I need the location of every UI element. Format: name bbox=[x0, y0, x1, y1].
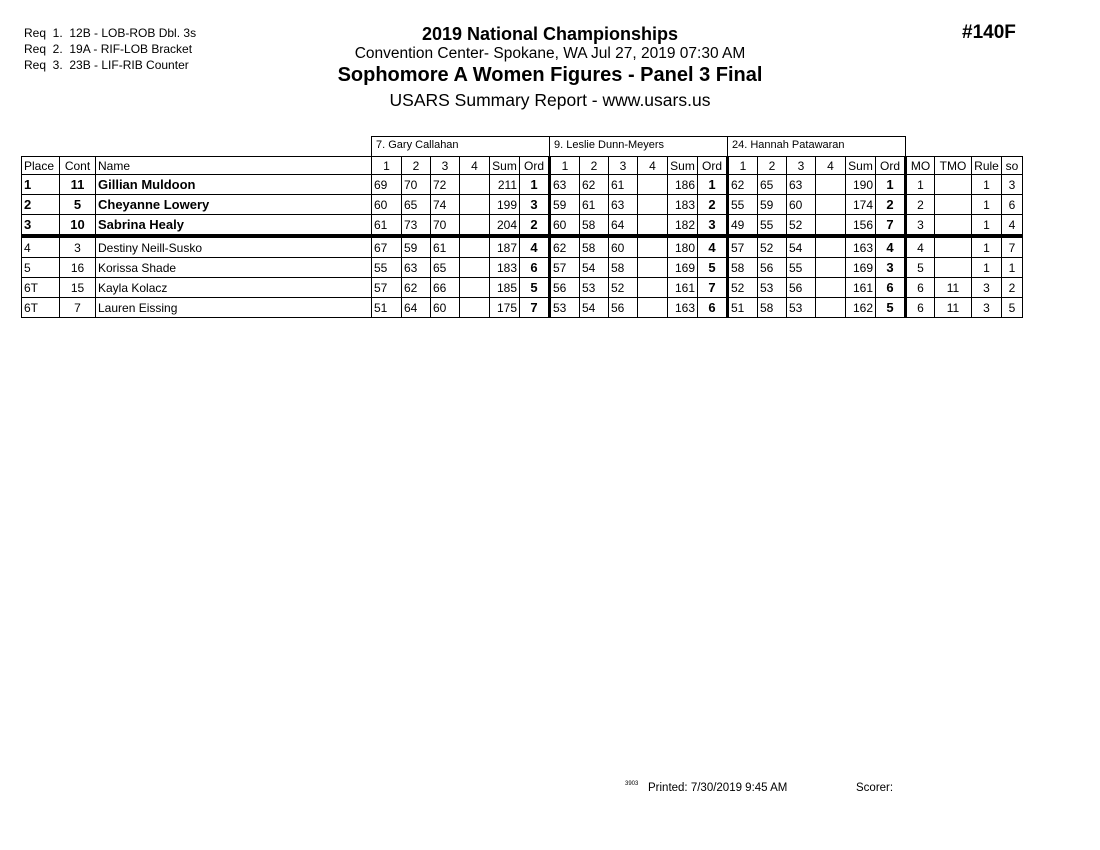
judge-1-score-2: 70 bbox=[402, 175, 431, 195]
rule-cell: 3 bbox=[972, 298, 1002, 318]
judge-1-ordinal: 7 bbox=[520, 298, 550, 318]
judges-row bbox=[22, 137, 1023, 157]
judge-2-score-3: 61 bbox=[609, 175, 638, 195]
result-row bbox=[22, 236, 1023, 258]
judge-3-score-3: 63 bbox=[787, 175, 816, 195]
judge-3-sum: 169 bbox=[846, 258, 876, 278]
judge-2-score-2: 54 bbox=[580, 298, 609, 318]
contestant-number-cell: 15 bbox=[60, 278, 96, 298]
judge-1-score-3: 74 bbox=[431, 195, 460, 215]
judge-3-score-4 bbox=[816, 236, 846, 258]
judge-1-score-2: 62 bbox=[402, 278, 431, 298]
judge-2-score-2: 61 bbox=[580, 195, 609, 215]
judge-3-sum: 174 bbox=[846, 195, 876, 215]
judge-3-score-1: 52 bbox=[728, 278, 758, 298]
requirement-1: Req 1. 12B - LOB-ROB Dbl. 3s bbox=[24, 26, 197, 40]
judge-1-sum: 211 bbox=[490, 175, 520, 195]
col-name: Name bbox=[96, 157, 372, 175]
judge-2-ordinal: 6 bbox=[698, 298, 728, 318]
skater-name-cell: Gillian Muldoon bbox=[96, 175, 372, 195]
judge-2-score-4 bbox=[638, 195, 668, 215]
judge-3-sum: 161 bbox=[846, 278, 876, 298]
judge-2-sum: 169 bbox=[668, 258, 698, 278]
judge-1-score-1: 51 bbox=[372, 298, 402, 318]
place-cell: 6T bbox=[22, 298, 60, 318]
judge-3-sum: 163 bbox=[846, 236, 876, 258]
judge-1-score-1: 69 bbox=[372, 175, 402, 195]
judge-3-score-1: 62 bbox=[728, 175, 758, 195]
col-j2-sum: Sum bbox=[668, 157, 698, 175]
judge-1-ordinal: 3 bbox=[520, 195, 550, 215]
judge-2-score-4 bbox=[638, 298, 668, 318]
judge-1-score-3: 65 bbox=[431, 258, 460, 278]
judge-3-score-4 bbox=[816, 175, 846, 195]
judge-3-score-3: 54 bbox=[787, 236, 816, 258]
event-title: Sophomore A Women Figures - Panel 3 Final bbox=[337, 64, 763, 86]
judge-3-ordinal: 7 bbox=[876, 215, 906, 237]
place-cell: 5 bbox=[22, 258, 60, 278]
judge-1-score-4 bbox=[460, 298, 490, 318]
judge-3-score-4 bbox=[816, 195, 846, 215]
rule-cell: 1 bbox=[972, 195, 1002, 215]
col-j3-ord: Ord bbox=[876, 157, 906, 175]
scorer-label: Scorer: bbox=[856, 782, 894, 794]
result-row bbox=[22, 195, 1023, 215]
col-j3-4: 4 bbox=[816, 157, 846, 175]
total-majority-ordinal-cell bbox=[935, 195, 972, 215]
judge-3-score-3: 60 bbox=[787, 195, 816, 215]
judge-1-sum: 199 bbox=[490, 195, 520, 215]
judge-1-score-2: 63 bbox=[402, 258, 431, 278]
total-majority-ordinal-cell: 11 bbox=[935, 298, 972, 318]
judge-1-sum: 187 bbox=[490, 236, 520, 258]
majority-ordinal-cell: 1 bbox=[906, 175, 935, 195]
judge-2-score-1: 57 bbox=[550, 258, 580, 278]
judge-2-score-2: 58 bbox=[580, 215, 609, 237]
col-j1-ord: Ord bbox=[520, 157, 550, 175]
start-order-cell: 6 bbox=[1002, 195, 1023, 215]
total-majority-ordinal-cell bbox=[935, 236, 972, 258]
judge-3-score-3: 56 bbox=[787, 278, 816, 298]
judge-2-score-1: 56 bbox=[550, 278, 580, 298]
contestant-number-cell: 3 bbox=[60, 236, 96, 258]
col-cont: Cont bbox=[60, 157, 96, 175]
skater-name-cell: Destiny Neill-Susko bbox=[96, 236, 372, 258]
total-majority-ordinal-cell bbox=[935, 258, 972, 278]
judge-3-score-2: 58 bbox=[758, 298, 787, 318]
judge-1-score-4 bbox=[460, 258, 490, 278]
championship-title: 2019 National Championships bbox=[421, 24, 679, 44]
col-place: Place bbox=[22, 157, 60, 175]
judge-2-ordinal: 5 bbox=[698, 258, 728, 278]
majority-ordinal-cell: 2 bbox=[906, 195, 935, 215]
col-j2-ord: Ord bbox=[698, 157, 728, 175]
contestant-number-cell: 7 bbox=[60, 298, 96, 318]
judge-3-ordinal: 5 bbox=[876, 298, 906, 318]
report-title: USARS Summary Report - www.usars.us bbox=[389, 90, 711, 110]
judge-3-score-3: 55 bbox=[787, 258, 816, 278]
judge-2-score-1: 63 bbox=[550, 175, 580, 195]
judge-1-sum: 183 bbox=[490, 258, 520, 278]
judge-2-score-2: 62 bbox=[580, 175, 609, 195]
col-mo: MO bbox=[906, 157, 935, 175]
footer-code: 3903 bbox=[625, 781, 639, 787]
judge-2-sum: 182 bbox=[668, 215, 698, 237]
judge-3-score-4 bbox=[816, 215, 846, 237]
col-j1-1: 1 bbox=[372, 157, 402, 175]
judge-2-score-1: 53 bbox=[550, 298, 580, 318]
place-cell: 3 bbox=[22, 215, 60, 237]
judge-1-score-1: 55 bbox=[372, 258, 402, 278]
col-j1-2: 2 bbox=[402, 157, 431, 175]
judge-1-sum: 185 bbox=[490, 278, 520, 298]
judge-1-ordinal: 6 bbox=[520, 258, 550, 278]
rule-cell: 1 bbox=[972, 236, 1002, 258]
col-j3-2: 2 bbox=[758, 157, 787, 175]
judge-1-score-4 bbox=[460, 278, 490, 298]
judge-1-score-3: 70 bbox=[431, 215, 460, 237]
judge-3-score-4 bbox=[816, 258, 846, 278]
rule-cell: 1 bbox=[972, 258, 1002, 278]
judge-3-score-1: 57 bbox=[728, 236, 758, 258]
col-j3-sum: Sum bbox=[846, 157, 876, 175]
col-j2-4: 4 bbox=[638, 157, 668, 175]
start-order-cell: 2 bbox=[1002, 278, 1023, 298]
majority-ordinal-cell: 5 bbox=[906, 258, 935, 278]
judge-2-ordinal: 4 bbox=[698, 236, 728, 258]
judge-2-score-3: 58 bbox=[609, 258, 638, 278]
venue-date: Convention Center- Spokane, WA Jul 27, 2019 07:30 AM bbox=[354, 45, 746, 62]
judge-2-score-2: 53 bbox=[580, 278, 609, 298]
col-j1-3: 3 bbox=[431, 157, 460, 175]
majority-ordinal-cell: 3 bbox=[906, 215, 935, 237]
judge-1-score-3: 72 bbox=[431, 175, 460, 195]
judge-3-sum: 162 bbox=[846, 298, 876, 318]
judge-3-score-2: 52 bbox=[758, 236, 787, 258]
place-cell: 2 bbox=[22, 195, 60, 215]
start-order-cell: 1 bbox=[1002, 258, 1023, 278]
judge-2-sum: 186 bbox=[668, 175, 698, 195]
judge-3-ordinal: 6 bbox=[876, 278, 906, 298]
judge-3-sum: 156 bbox=[846, 215, 876, 237]
judge-3-score-3: 52 bbox=[787, 215, 816, 237]
judge-3-score-2: 56 bbox=[758, 258, 787, 278]
judge-2-score-4 bbox=[638, 215, 668, 237]
col-tmo: TMO bbox=[935, 157, 972, 175]
judge-1-ordinal: 1 bbox=[520, 175, 550, 195]
judge-2-score-4 bbox=[638, 236, 668, 258]
skater-name-cell: Kayla Kolacz bbox=[96, 278, 372, 298]
judge-2-score-3: 56 bbox=[609, 298, 638, 318]
contestant-number-cell: 10 bbox=[60, 215, 96, 237]
judge-1-sum: 204 bbox=[490, 215, 520, 237]
judge-2-ordinal: 1 bbox=[698, 175, 728, 195]
judge-2-score-1: 59 bbox=[550, 195, 580, 215]
judge-2-sum: 163 bbox=[668, 298, 698, 318]
judge-2-score-2: 58 bbox=[580, 236, 609, 258]
contestant-number-cell: 11 bbox=[60, 175, 96, 195]
judge-3-ordinal: 1 bbox=[876, 175, 906, 195]
judge-3-score-2: 53 bbox=[758, 278, 787, 298]
col-j2-3: 3 bbox=[609, 157, 638, 175]
skater-name-cell: Sabrina Healy bbox=[96, 215, 372, 237]
judge-3-score-4 bbox=[816, 298, 846, 318]
contestant-number-cell: 5 bbox=[60, 195, 96, 215]
judge-2-score-3: 60 bbox=[609, 236, 638, 258]
col-j3-1: 1 bbox=[728, 157, 758, 175]
col-j3-3: 3 bbox=[787, 157, 816, 175]
judge-3-score-2: 65 bbox=[758, 175, 787, 195]
judge-2-score-1: 62 bbox=[550, 236, 580, 258]
judge-2-sum: 161 bbox=[668, 278, 698, 298]
result-row bbox=[22, 175, 1023, 195]
judge-1-ordinal: 5 bbox=[520, 278, 550, 298]
judge-3-name: 24. Hannah Patawaran bbox=[728, 137, 906, 157]
judge-1-score-1: 61 bbox=[372, 215, 402, 237]
skater-name-cell: Korissa Shade bbox=[96, 258, 372, 278]
judge-2-name: 9. Leslie Dunn-Meyers bbox=[550, 137, 728, 157]
total-majority-ordinal-cell: 11 bbox=[935, 278, 972, 298]
col-j2-1: 1 bbox=[550, 157, 580, 175]
judge-1-score-2: 64 bbox=[402, 298, 431, 318]
judge-2-sum: 183 bbox=[668, 195, 698, 215]
start-order-cell: 5 bbox=[1002, 298, 1023, 318]
judge-3-ordinal: 2 bbox=[876, 195, 906, 215]
result-row bbox=[22, 298, 1023, 318]
column-header-row bbox=[22, 157, 1023, 175]
judge-3-score-1: 58 bbox=[728, 258, 758, 278]
result-row bbox=[22, 278, 1023, 298]
judge-3-score-1: 51 bbox=[728, 298, 758, 318]
judge-3-ordinal: 4 bbox=[876, 236, 906, 258]
judge-1-ordinal: 2 bbox=[520, 215, 550, 237]
judge-2-score-4 bbox=[638, 258, 668, 278]
judge-2-ordinal: 7 bbox=[698, 278, 728, 298]
judge-2-score-4 bbox=[638, 278, 668, 298]
place-cell: 4 bbox=[22, 236, 60, 258]
majority-ordinal-cell: 6 bbox=[906, 298, 935, 318]
judge-3-score-1: 49 bbox=[728, 215, 758, 237]
skater-name-cell: Lauren Eissing bbox=[96, 298, 372, 318]
col-rule: Rule bbox=[972, 157, 1002, 175]
judge-2-score-3: 64 bbox=[609, 215, 638, 237]
judge-2-score-4 bbox=[638, 175, 668, 195]
col-so: so bbox=[1002, 157, 1023, 175]
skater-name-cell: Cheyanne Lowery bbox=[96, 195, 372, 215]
judge-1-score-1: 60 bbox=[372, 195, 402, 215]
start-order-cell: 7 bbox=[1002, 236, 1023, 258]
result-row bbox=[22, 258, 1023, 278]
judge-2-sum: 180 bbox=[668, 236, 698, 258]
rule-cell: 1 bbox=[972, 215, 1002, 237]
judge-1-score-4 bbox=[460, 236, 490, 258]
majority-ordinal-cell: 6 bbox=[906, 278, 935, 298]
judge-1-name: 7. Gary Callahan bbox=[372, 137, 550, 157]
judge-1-score-4 bbox=[460, 195, 490, 215]
place-cell: 6T bbox=[22, 278, 60, 298]
judge-1-score-2: 65 bbox=[402, 195, 431, 215]
judge-2-ordinal: 3 bbox=[698, 215, 728, 237]
requirement-2: Req 2. 19A - RIF-LOB Bracket bbox=[24, 42, 193, 56]
judge-3-score-1: 55 bbox=[728, 195, 758, 215]
printed-timestamp: Printed: 7/30/2019 9:45 AM bbox=[648, 782, 788, 794]
judge-1-score-3: 61 bbox=[431, 236, 460, 258]
place-cell: 1 bbox=[22, 175, 60, 195]
col-j1-4: 4 bbox=[460, 157, 490, 175]
results-table bbox=[21, 136, 1023, 318]
judge-3-score-4 bbox=[816, 278, 846, 298]
start-order-cell: 3 bbox=[1002, 175, 1023, 195]
judge-3-score-2: 59 bbox=[758, 195, 787, 215]
judge-1-ordinal: 4 bbox=[520, 236, 550, 258]
contestant-number-cell: 16 bbox=[60, 258, 96, 278]
judge-2-score-1: 60 bbox=[550, 215, 580, 237]
judge-1-score-2: 73 bbox=[402, 215, 431, 237]
judge-1-score-2: 59 bbox=[402, 236, 431, 258]
start-order-cell: 4 bbox=[1002, 215, 1023, 237]
col-j2-2: 2 bbox=[580, 157, 609, 175]
judge-1-score-1: 67 bbox=[372, 236, 402, 258]
judge-3-ordinal: 3 bbox=[876, 258, 906, 278]
judge-2-ordinal: 2 bbox=[698, 195, 728, 215]
judge-1-score-3: 60 bbox=[431, 298, 460, 318]
total-majority-ordinal-cell bbox=[935, 175, 972, 195]
judge-1-score-3: 66 bbox=[431, 278, 460, 298]
requirement-3: Req 3. 23B - LIF-RIB Counter bbox=[24, 58, 189, 72]
judge-2-score-3: 63 bbox=[609, 195, 638, 215]
col-j1-sum: Sum bbox=[490, 157, 520, 175]
judge-1-score-4 bbox=[460, 215, 490, 237]
result-row bbox=[22, 215, 1023, 237]
judge-2-score-3: 52 bbox=[609, 278, 638, 298]
judge-1-score-1: 57 bbox=[372, 278, 402, 298]
rule-cell: 1 bbox=[972, 175, 1002, 195]
judge-3-sum: 190 bbox=[846, 175, 876, 195]
judge-3-score-3: 53 bbox=[787, 298, 816, 318]
judge-1-sum: 175 bbox=[490, 298, 520, 318]
judge-2-score-2: 54 bbox=[580, 258, 609, 278]
judge-1-score-4 bbox=[460, 175, 490, 195]
majority-ordinal-cell: 4 bbox=[906, 236, 935, 258]
judge-3-score-2: 55 bbox=[758, 215, 787, 237]
total-majority-ordinal-cell bbox=[935, 215, 972, 237]
event-number: #140F bbox=[962, 22, 1016, 43]
rule-cell: 3 bbox=[972, 278, 1002, 298]
